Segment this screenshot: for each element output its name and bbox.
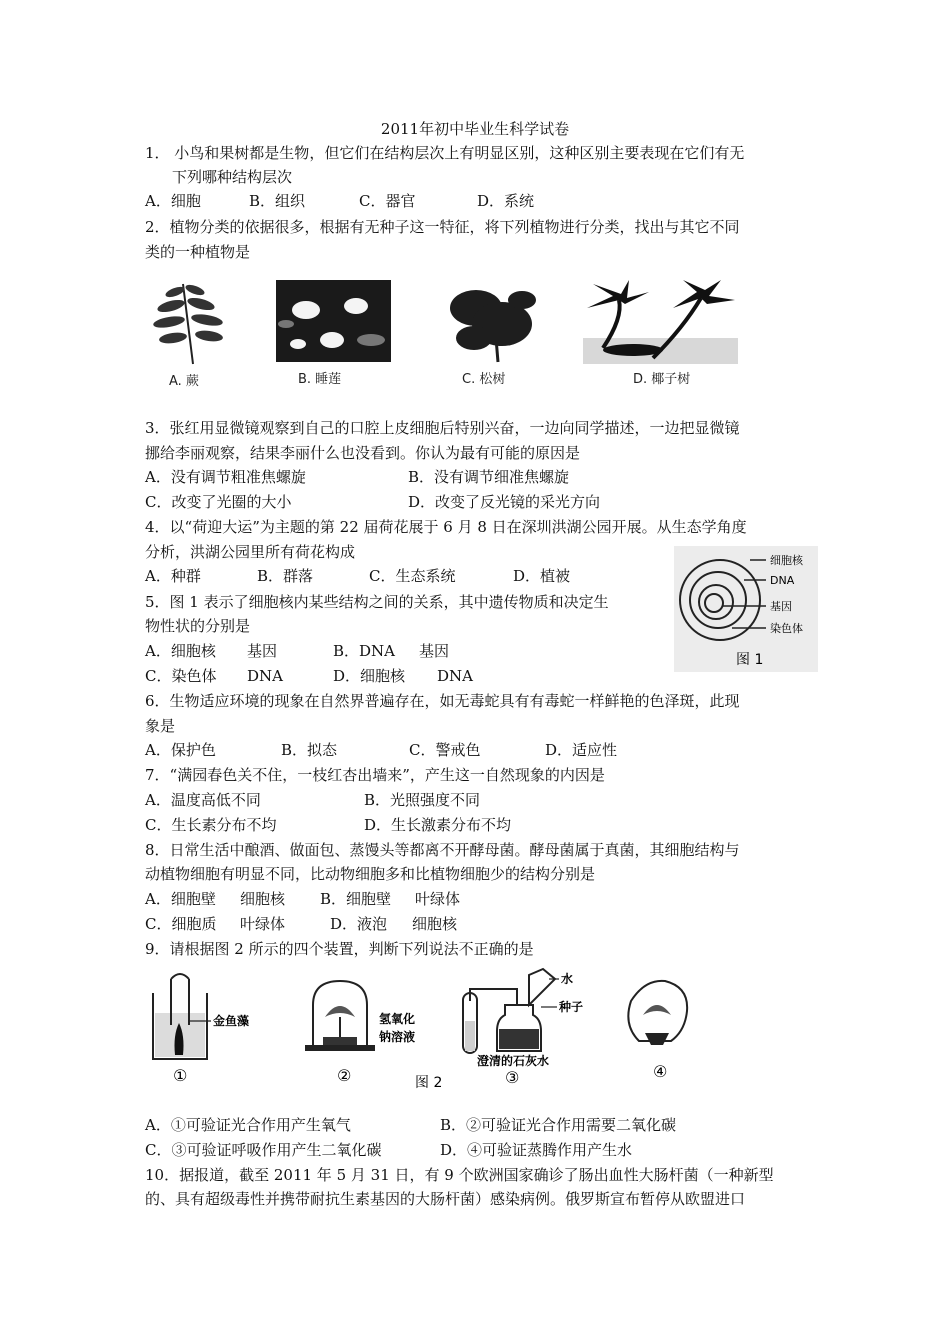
figure-2-caption: 图 2 [415,1075,443,1091]
label-sodium-hydroxide-2: 钠溶液 [379,1030,416,1044]
q3-option-d: D．改变了反光镜的采光方向 [408,493,601,511]
q1-option-b: B．组织 [249,192,306,210]
q6-stem-line2: 象是 [145,717,176,735]
q8-option-d-part2: 细胞核 [412,915,458,933]
q1-option-a: A．细胞 [145,192,201,210]
label-water: 水 [561,972,574,986]
q5-option-d-dna: DNA [437,667,473,685]
fern-image [145,272,240,390]
apparatus-2-bell-jar [305,981,415,1085]
figure-1-label-dna: DNA [770,574,795,587]
figure-1-label-chromosome: 染色体 [770,622,803,635]
q1-options [145,190,534,212]
q1-option-c: C．器官 [359,192,416,210]
q4-stem-line2: 分析，洪湖公园里所有荷花构成 [145,543,356,561]
apparatus-4-number: ④ [653,1062,668,1081]
figure-1-nucleus-diagram [674,546,818,672]
q7-option-b: B．光照强度不同 [364,791,481,809]
q7-option-c: C．生长素分布不均 [145,816,277,834]
page-title: 2011年初中毕业生科学试卷 [380,120,570,138]
q5-stem-line2: 物性状的分别是 [145,617,251,635]
label-goldfish-weed: 金鱼藻 [213,1014,250,1028]
q5-stem-line1: 5．图 1 表示了细胞核内某些结构之间的关系，其中遗传物质和决定生 [145,593,609,611]
apparatus-4-bagged-plant [628,981,687,1081]
label-lime-water: 澄清的石灰水 [477,1054,550,1068]
coconut-tree-image [583,278,738,390]
q5-option-c-dna: DNA [247,667,283,685]
q4-option-b: B．群落 [257,567,314,585]
q8-option-c-part2: 叶绿体 [240,915,286,933]
figure-1-label-gene: 基因 [770,600,792,613]
q6-options [145,739,617,761]
q4-option-d: D．植被 [513,567,571,585]
q4-option-c: C．生态系统 [369,567,456,585]
label-sodium-hydroxide-1: 氢氧化 [379,1012,416,1026]
q5-option-a: A．细胞核 [145,642,216,660]
pine-tree-caption: C. 松树 [462,372,506,387]
label-seeds: 种子 [559,1000,584,1014]
q9-option-a: A．①可验证光合作用产生氧气 [145,1116,351,1134]
q8-options-cd [145,913,457,935]
q3-stem-line1: 3．张红用显微镜观察到自己的口腔上皮细胞后特别兴奋，一边向同学描述，一边把显微镜 [145,419,740,437]
q3-option-c: C．改变了光圈的大小 [145,493,292,511]
q6-option-a: A．保护色 [145,741,216,759]
apparatus-3-flask [463,969,583,1087]
q9-option-c: C．③可验证呼吸作用产生二氧化碳 [145,1141,382,1159]
q8-option-b-part2: 叶绿体 [415,890,461,908]
q8-stem-line1: 8．日常生活中酿酒、做面包、蒸馒头等都离不开酵母菌。酵母菌属于真菌，其细胞结构与 [145,841,740,859]
q8-option-c: C．细胞质 [145,915,217,933]
apparatus-1-number: ① [173,1066,188,1085]
q4-stem-line1: 4．以“荷迎大运”为主题的第 22 届荷花展于 6 月 8 日在深圳洪湖公园开展。从生态学角度 [145,518,747,536]
q6-option-d: D．适应性 [545,741,618,759]
q10-stem-line1: 10．据报道，截至 2011 年 5 月 31 日，有 9 个欧洲国家确诊了肠出血性大肠杆菌（一种新型 [145,1166,774,1184]
q7-stem-line1: 7．“满园春色关不住，一枝红杏出墙来”，产生这一自然现象的内因是 [145,766,605,784]
q9-option-d: D．④可验证蒸腾作用产生水 [440,1141,633,1159]
q4-option-a: A．种群 [145,567,201,585]
q7-option-d: D．生长激素分布不均 [364,816,512,834]
pine-tree-image [436,278,546,390]
q6-option-b: B．拟态 [281,741,338,759]
coconut-tree-caption: D. 椰子树 [633,372,691,387]
q8-option-d: D．液泡 [330,915,388,933]
q8-option-a: A．细胞壁 [145,890,216,908]
apparatus-2-number: ② [337,1066,352,1085]
figure-1-caption: 图 1 [736,652,764,668]
q5-options-cd [145,665,473,687]
q3-option-b: B．没有调节细准焦螺旋 [408,468,570,486]
q3-option-a: A．没有调节粗准焦螺旋 [145,468,306,486]
apparatus-3-number: ③ [505,1068,520,1087]
q7-option-a: A．温度高低不同 [145,791,261,809]
q5-option-c: C．染色体 [145,667,217,685]
q8-option-b: B．细胞壁 [320,890,392,908]
q5-option-d: D．细胞核 [333,667,406,685]
q5-option-b-gene: 基因 [419,642,450,660]
q4-options [145,565,570,587]
water-lily-caption: B. 睡莲 [298,372,342,387]
q9-option-b: B．②可验证光合作用需要二氧化碳 [440,1116,677,1134]
q5-option-b: B．DNA [333,642,396,660]
fern-caption: A. 蕨 [169,374,199,389]
q5-option-a-gene: 基因 [247,642,278,660]
q6-stem-line1: 6．生物适应环境的现象在自然界普遍存在，如无毒蛇具有有毒蛇一样鲜艳的色泽斑，此现 [145,692,740,710]
q6-option-c: C．警戒色 [409,741,481,759]
figure-2-apparatus [145,965,715,1095]
q1-option-d: D．系统 [477,192,535,210]
water-lily-image [276,280,391,390]
q9-stem-line1: 9．请根据图 2 所示的四个装置，判断下列说法不正确的是 [145,940,534,958]
q2-stem-line2: 类的一种植物是 [145,243,251,261]
apparatus-1-beaker [153,974,249,1085]
q2-stem-line1: 2．植物分类的依据很多，根据有无种子这一特征，将下列植物进行分类，找出与其它不同 [145,218,740,236]
q8-option-a-part2: 细胞核 [240,890,286,908]
q8-stem-line2: 动植物细胞有明显不同，比动物细胞多和比植物细胞少的结构分别是 [145,865,596,883]
q5-options-ab [145,640,449,662]
q8-options-ab [145,888,460,910]
q1-stem-line1: 1． 小鸟和果树都是生物，但它们在结构层次上有明显区别，这种区别主要表现在它们有无 [145,144,745,162]
q1-stem-line2: 下列哪种结构层次 [172,168,293,186]
q10-stem-line2: 的、具有超级毒性并携带耐抗生素基因的大肠杆菌）感染病例。俄罗斯宣布暂停从欧盟进口 [145,1190,746,1208]
q3-stem-line2: 挪给李丽观察，结果李丽什么也没看到。你认为最有可能的原因是 [145,444,581,462]
figure-1-label-nucleus: 细胞核 [770,554,803,567]
